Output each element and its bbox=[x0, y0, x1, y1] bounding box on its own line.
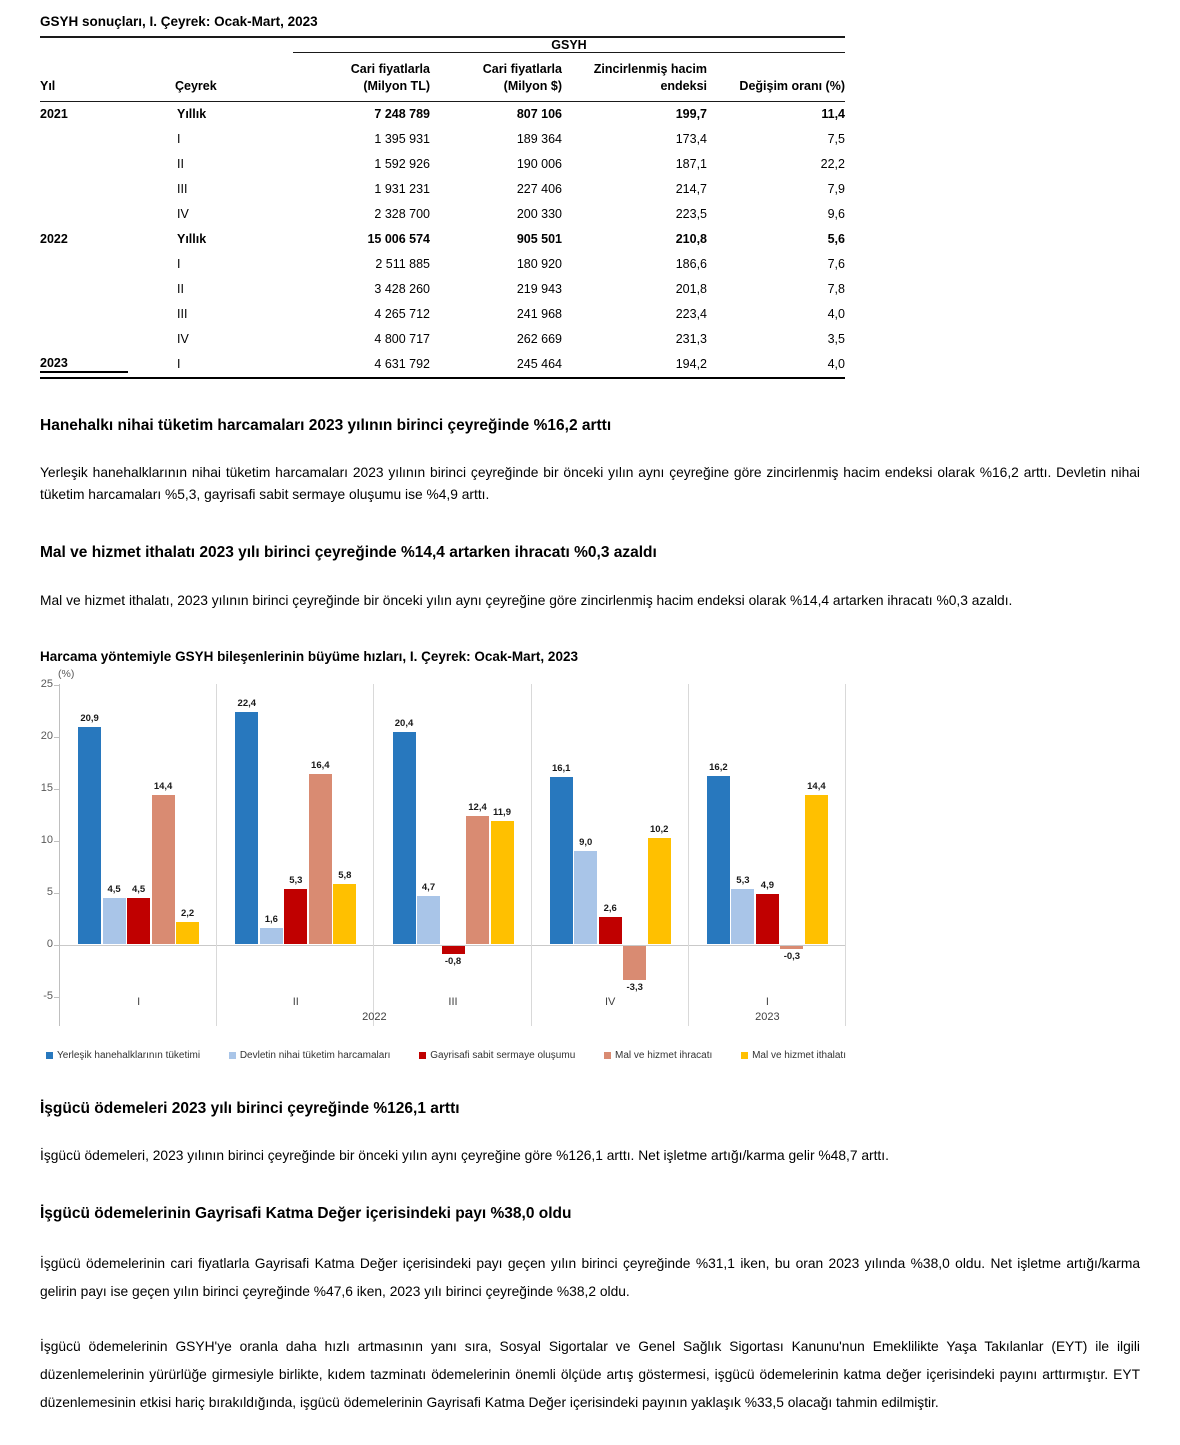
bar-value-label: 11,9 bbox=[493, 806, 511, 818]
x-category-label: I bbox=[765, 995, 769, 1008]
value-cell-change: 7,9 bbox=[827, 182, 845, 197]
bar-value-label: 20,4 bbox=[394, 718, 414, 730]
para-labour-payments: İşgücü ödemeleri, 2023 yılının birinci çeyreğinde bir önceki yılın aynı çeyreğine göre %126,1 arttı. Net işletme artığı/karma gelir %48,7 arttı. bbox=[40, 1147, 889, 1163]
table-row bbox=[40, 252, 845, 277]
value-cell-usd: 189 364 bbox=[516, 132, 562, 147]
value-cell-tl: 1 931 231 bbox=[374, 182, 430, 197]
legend-item bbox=[741, 1050, 846, 1061]
value-cell-usd: 200 330 bbox=[516, 207, 562, 222]
bar-value-label: 4,5 bbox=[107, 883, 121, 895]
value-cell-change: 22,2 bbox=[820, 157, 845, 172]
bar-2-3 bbox=[284, 889, 307, 944]
y-axis-unit-label: (%) bbox=[58, 667, 75, 680]
value-cell-tl: 1 592 926 bbox=[374, 157, 430, 172]
para-household-consumption: Yerleşik hanehalklarının nihai tüketim harcamaları 2023 yılının birinci çeyreğinde bir önceki yılın aynı çeyreğine göre zincirlenmiş hacim endeksi olarak %16,2 arttı. Devletin nihai tüketim harcamaları %5,3, gayrisafi sabit sermaye oluşumu ise %4,9 arttı. bbox=[40, 465, 1140, 503]
y-tick-label: -5 bbox=[43, 990, 53, 1002]
x-category-label: IV bbox=[604, 995, 616, 1008]
legend-swatch bbox=[46, 1052, 53, 1059]
bar-2-4 bbox=[309, 774, 332, 945]
para-labour-share: İşgücü ödemelerinin cari fiyatlarla Gayrisafi Katma Değer içerisindeki payı geçen yılın birinci çeyreğinde %31,1 iken, bu oran 2023 yılında %38,0 oldu. Net işletme artığı/karma gelirin payı ise geçen yılın birinci çeyreğinde %47,6 iken, 2023 yılı birinci çeyreğinde %38,2 oldu. bbox=[40, 1256, 1140, 1300]
year-cell bbox=[40, 127, 175, 152]
value-cell-usd: 807 106 bbox=[516, 107, 562, 122]
year-cell bbox=[40, 327, 175, 352]
table-row bbox=[40, 227, 845, 252]
legend-label: Yerleşik hanehalklarının tüketimi bbox=[57, 1049, 201, 1061]
bar-value-label: 5,3 bbox=[736, 875, 750, 887]
quarter-cell: I bbox=[177, 357, 181, 372]
value-cell-index: 194,2 bbox=[675, 357, 707, 372]
bar-value-label: 16,1 bbox=[551, 763, 571, 775]
y-tick-mark bbox=[54, 685, 59, 686]
bar-value-label: 4,9 bbox=[760, 879, 774, 891]
bar-3-3 bbox=[442, 946, 465, 954]
chart-legend bbox=[46, 1050, 846, 1061]
value-cell-tl: 4 631 792 bbox=[374, 357, 430, 372]
bar-4-4 bbox=[623, 946, 646, 980]
col-header-change-rate: Değişim oranı (%) bbox=[707, 53, 845, 102]
value-cell-tl: 3 428 260 bbox=[374, 282, 430, 297]
bar-value-label: 5,3 bbox=[289, 875, 303, 887]
group-separator-line bbox=[373, 684, 374, 1026]
group-separator-line bbox=[845, 684, 846, 1026]
bar-value-label: 4,7 bbox=[421, 881, 436, 893]
bar-1-5 bbox=[176, 922, 199, 945]
value-cell-tl: 7 248 789 bbox=[374, 107, 430, 122]
bar-3-1 bbox=[393, 732, 416, 944]
value-cell-tl: 2 328 700 bbox=[374, 207, 430, 222]
year-cell bbox=[40, 302, 175, 327]
bar-value-label: 9,0 bbox=[579, 836, 593, 848]
value-cell-change: 4,0 bbox=[827, 307, 845, 322]
value-cell-index: 201,8 bbox=[675, 282, 707, 297]
bar-2-1 bbox=[235, 712, 258, 945]
value-cell-index: 187,1 bbox=[675, 157, 707, 172]
value-cell-usd: 245 464 bbox=[516, 357, 562, 372]
value-cell-tl: 15 006 574 bbox=[367, 232, 430, 247]
heading-labour-payments: İşgücü ödemeleri 2023 yılı birinci çeyreğinde %126,1 arttı bbox=[40, 1099, 460, 1117]
bar-value-label: 14,4 bbox=[807, 780, 826, 792]
quarter-cell: II bbox=[177, 157, 184, 172]
year-cell: 2021 bbox=[40, 107, 68, 122]
quarter-cell: I bbox=[177, 257, 181, 272]
bar-1-2 bbox=[103, 898, 126, 945]
bar-3-4 bbox=[466, 816, 489, 945]
col-header-line: Zincirlenmiş hacim bbox=[593, 62, 707, 76]
legend-label: Mal ve hizmet ihracatı bbox=[615, 1049, 713, 1061]
legend-label: Gayrisafi sabit sermaye oluşumu bbox=[430, 1049, 576, 1061]
value-cell-change: 7,5 bbox=[827, 132, 845, 147]
bar-1-3 bbox=[127, 898, 150, 945]
legend-swatch bbox=[229, 1052, 236, 1059]
col-header-line: (Milyon TL) bbox=[363, 78, 430, 93]
bar-4-2 bbox=[574, 851, 597, 945]
year-cell bbox=[40, 252, 175, 277]
bar-3-5 bbox=[491, 821, 514, 945]
heading-imports-exports: Mal ve hizmet ithalatı 2023 yılı birinci çeyreğinde %14,4 artarken ihracatı %0,3 azaldı bbox=[40, 544, 657, 562]
table-group-header: GSYH bbox=[293, 37, 845, 53]
table-row bbox=[40, 302, 845, 327]
table-row bbox=[40, 177, 845, 202]
x-category-label: II bbox=[292, 995, 299, 1008]
legend-swatch bbox=[419, 1052, 426, 1059]
bar-value-label: -0,8 bbox=[444, 955, 462, 967]
y-tick-mark bbox=[54, 841, 59, 842]
value-cell-tl: 2 511 885 bbox=[375, 257, 430, 272]
value-cell-index: 210,8 bbox=[675, 232, 707, 247]
value-cell-change: 11,4 bbox=[821, 107, 845, 122]
bar-5-1 bbox=[707, 776, 730, 944]
y-tick-mark bbox=[54, 737, 59, 738]
y-tick-label: 20 bbox=[40, 730, 53, 742]
bar-value-label: 16,4 bbox=[311, 759, 330, 771]
x-category-label: I bbox=[137, 995, 141, 1008]
quarter-cell: III bbox=[177, 182, 188, 197]
col-header-quarter: Çeyrek bbox=[175, 53, 293, 102]
quarter-cell: I bbox=[177, 132, 181, 147]
value-cell-change: 5,6 bbox=[827, 232, 845, 247]
value-cell-index: 173,4 bbox=[675, 132, 707, 147]
legend-swatch bbox=[741, 1052, 748, 1059]
group-separator-line bbox=[531, 684, 532, 1026]
bar-value-label: 16,2 bbox=[709, 762, 728, 774]
bar-value-label: 5,8 bbox=[338, 870, 352, 882]
y-tick-label: 0 bbox=[46, 938, 53, 950]
bar-5-3 bbox=[756, 894, 779, 945]
value-cell-usd: 262 669 bbox=[516, 332, 562, 347]
table-group-header-row bbox=[40, 37, 845, 53]
group-separator-line bbox=[688, 684, 689, 1026]
value-cell-change: 7,8 bbox=[827, 282, 845, 297]
value-cell-usd: 227 406 bbox=[516, 182, 562, 197]
y-tick-label: 25 bbox=[40, 678, 53, 690]
bar-value-label: -0,3 bbox=[783, 950, 801, 962]
bar-value-label: 14,4 bbox=[153, 780, 173, 792]
bar-4-5 bbox=[648, 838, 671, 944]
col-header-line: Cari fiyatlarla bbox=[350, 62, 430, 76]
value-cell-usd: 180 920 bbox=[516, 257, 562, 272]
legend-item bbox=[46, 1050, 200, 1061]
bar-value-label: 10,2 bbox=[649, 824, 669, 836]
col-header-chained-index bbox=[562, 53, 707, 102]
x-year-label: 2023 bbox=[755, 1010, 780, 1023]
value-cell-usd: 190 006 bbox=[516, 157, 562, 172]
y-tick-label: 15 bbox=[40, 782, 53, 794]
gdp-results-table bbox=[40, 36, 845, 379]
bar-5-5 bbox=[805, 795, 828, 945]
gdp-table-section bbox=[40, 14, 1140, 379]
table-row bbox=[40, 152, 845, 177]
table-title: GSYH sonuçları, I. Çeyrek: Ocak-Mart, 2023 bbox=[40, 14, 318, 29]
bar-value-label: 4,5 bbox=[131, 883, 146, 895]
table-row bbox=[40, 101, 845, 127]
bar-2-5 bbox=[333, 884, 356, 944]
bar-value-label: 12,4 bbox=[468, 801, 487, 813]
bar-value-label: -3,3 bbox=[626, 981, 643, 993]
year-cell bbox=[40, 177, 175, 202]
quarter-cell: II bbox=[177, 282, 184, 297]
bar-value-label: 2,6 bbox=[603, 903, 617, 915]
y-tick-mark bbox=[54, 997, 59, 998]
bar-value-label: 1,6 bbox=[264, 913, 278, 925]
value-cell-index: 223,5 bbox=[675, 207, 707, 222]
bar-value-label: 22,4 bbox=[237, 697, 257, 709]
table-row bbox=[40, 352, 845, 378]
value-cell-change: 4,0 bbox=[827, 357, 845, 372]
col-header-current-tl bbox=[293, 53, 430, 102]
value-cell-change: 9,6 bbox=[827, 207, 845, 222]
y-tick-mark bbox=[54, 893, 59, 894]
legend-item bbox=[229, 1050, 391, 1061]
bar-5-4 bbox=[780, 946, 803, 949]
quarter-cell: III bbox=[177, 307, 188, 322]
value-cell-index: 214,7 bbox=[675, 182, 707, 197]
value-cell-usd: 241 968 bbox=[516, 307, 562, 322]
legend-swatch bbox=[604, 1052, 611, 1059]
value-cell-tl: 4 800 717 bbox=[374, 332, 430, 347]
value-cell-index: 231,3 bbox=[675, 332, 707, 347]
legend-item bbox=[604, 1050, 712, 1061]
value-cell-index: 186,6 bbox=[675, 257, 707, 272]
x-year-label: 2022 bbox=[362, 1010, 387, 1023]
value-cell-index: 223,4 bbox=[675, 307, 707, 322]
legend-label: Mal ve hizmet ithalatı bbox=[752, 1049, 846, 1061]
gdp-growth-bar-chart bbox=[40, 668, 860, 1062]
table-row bbox=[40, 327, 845, 352]
x-category-label: III bbox=[448, 995, 458, 1008]
legend-item bbox=[419, 1050, 575, 1061]
y-axis-line bbox=[59, 684, 60, 1026]
table-spacer-cell bbox=[40, 37, 293, 53]
year-cell: 2023 bbox=[40, 352, 175, 378]
bar-value-label: 20,9 bbox=[80, 713, 99, 725]
y-tick-label: 10 bbox=[40, 834, 53, 846]
col-header-line: (Milyon $) bbox=[503, 78, 562, 93]
col-header-current-usd bbox=[430, 53, 562, 102]
year-cell: 2022 bbox=[40, 232, 68, 247]
heading-household-consumption: Hanehalkı nihai tüketim harcamaları 2023 yılının birinci çeyreğinde %16,2 arttı bbox=[40, 416, 612, 434]
bar-5-2 bbox=[731, 889, 754, 944]
quarter-cell: IV bbox=[177, 207, 189, 222]
bar-4-3 bbox=[599, 917, 622, 944]
group-separator-line bbox=[216, 684, 217, 1026]
bar-3-2 bbox=[417, 896, 440, 945]
table-column-header-row bbox=[40, 53, 845, 102]
bar-1-1 bbox=[78, 727, 101, 944]
legend-label: Devletin nihai tüketim harcamaları bbox=[239, 1049, 391, 1061]
year-cell bbox=[40, 277, 175, 302]
para-eyt-effect: İşgücü ödemelerinin GSYH'ye oranla daha hızlı artmasının yanı sıra, Sosyal Sigortalar ve Genel Sağlık Sigortası Kanunu'nun Emeklilikte Yaşa Takılanlar (EYT) ile ilgili düzenlemelerinin yürürlüğe girmesiyle birlikte, kıdem tazminatı ödemelerinin önemli ölçüde artış göstermesi, işgücü ödemelerinin katma değer içerisindeki payını arttırmıştır. EYT düzenlemesinin etkisi hariç bırakıldığında, işgücü ödemelerinin Gayrisafi Katma Değer içerisindeki payının yaklaşık %33,5 olacağı tahmin edilmiştir. bbox=[40, 1339, 1140, 1411]
gdp-growth-chart-section bbox=[40, 649, 1140, 1062]
heading-labour-share: İşgücü ödemelerinin Gayrisafi Katma Değer içerisindeki payı %38,0 oldu bbox=[40, 1204, 572, 1222]
chart-plot-area bbox=[40, 678, 846, 1026]
col-header-line: Cari fiyatlarla bbox=[482, 62, 562, 76]
value-cell-index: 199,7 bbox=[675, 107, 707, 122]
bar-2-2 bbox=[260, 928, 283, 945]
table-row bbox=[40, 127, 845, 152]
y-tick-label: 5 bbox=[46, 886, 53, 898]
value-cell-tl: 1 395 931 bbox=[374, 132, 430, 147]
bar-1-4 bbox=[152, 795, 175, 945]
y-tick-mark bbox=[54, 789, 59, 790]
quarter-cell: IV bbox=[177, 332, 189, 347]
col-header-year: Yıl bbox=[40, 53, 175, 102]
para-imports-exports: Mal ve hizmet ithalatı, 2023 yılının birinci çeyreğinde bir önceki yılın aynı çeyreğine göre zincirlenmiş hacim endeksi olarak %14,4 artarken ihracatı %0,3 azaldı. bbox=[40, 592, 1013, 608]
y-tick-mark bbox=[54, 945, 59, 946]
col-header-line: endeksi bbox=[660, 78, 707, 93]
table-row bbox=[40, 202, 845, 227]
value-cell-change: 7,6 bbox=[827, 257, 845, 272]
table-row bbox=[40, 277, 845, 302]
bar-value-label: 2,2 bbox=[180, 907, 195, 919]
value-cell-usd: 905 501 bbox=[516, 232, 562, 247]
value-cell-change: 3,5 bbox=[827, 332, 845, 347]
value-cell-tl: 4 265 712 bbox=[374, 307, 430, 322]
quarter-cell: Yıllık bbox=[177, 107, 207, 122]
quarter-cell: Yıllık bbox=[177, 232, 207, 247]
year-cell bbox=[40, 202, 175, 227]
value-cell-usd: 219 943 bbox=[516, 282, 562, 297]
chart-title: Harcama yöntemiyle GSYH bileşenlerinin büyüme hızları, I. Çeyrek: Ocak-Mart, 2023 bbox=[40, 648, 578, 664]
bar-4-1 bbox=[550, 777, 573, 944]
year-cell bbox=[40, 152, 175, 177]
